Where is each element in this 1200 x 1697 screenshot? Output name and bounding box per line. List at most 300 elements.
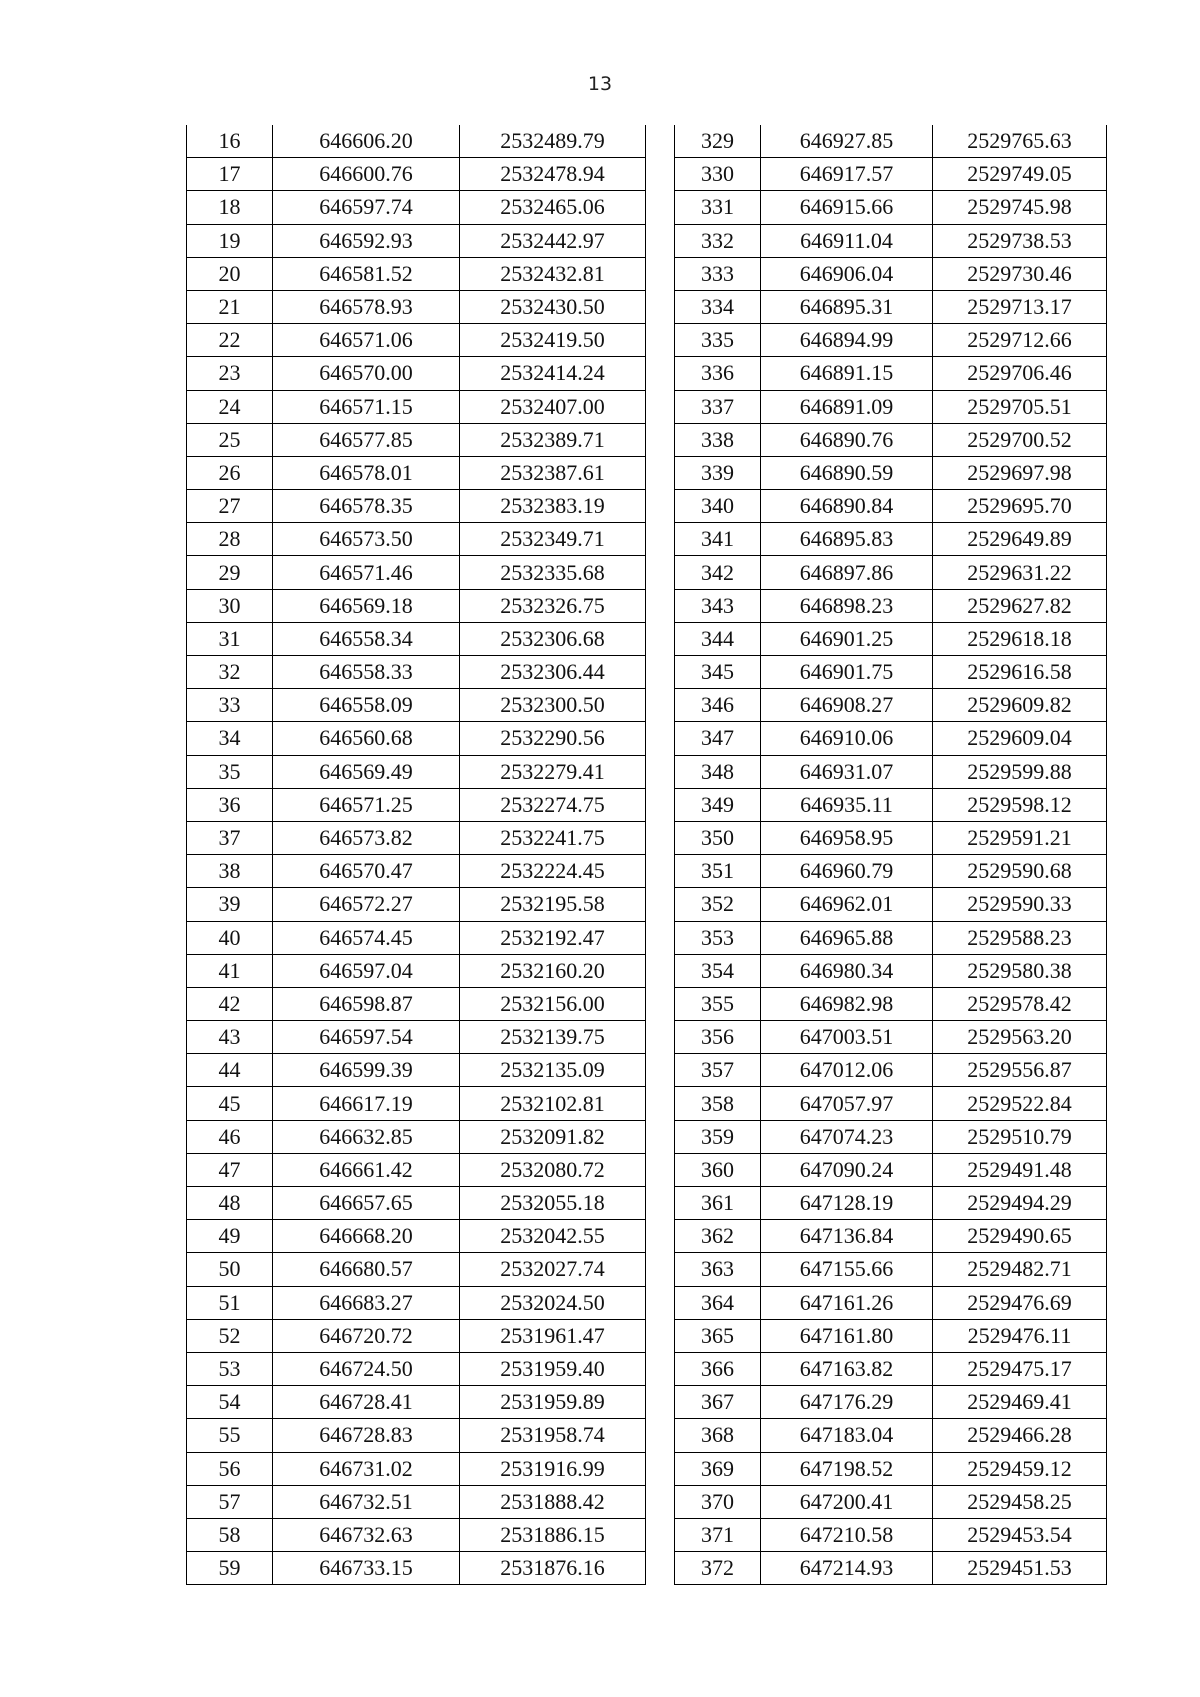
x-coordinate-cell: 646901.75 (761, 656, 933, 689)
x-coordinate-cell: 646960.79 (761, 855, 933, 888)
point-number-cell: 34 (187, 722, 273, 755)
y-coordinate-cell: 2532279.41 (460, 755, 646, 788)
table-row (187, 1253, 646, 1286)
point-number-cell: 331 (675, 191, 761, 224)
y-coordinate-cell: 2529459.12 (933, 1452, 1107, 1485)
y-coordinate-cell: 2529627.82 (933, 589, 1107, 622)
table-row (187, 1153, 646, 1186)
table-row (187, 1352, 646, 1385)
point-number-cell: 350 (675, 821, 761, 854)
table-row (675, 821, 1107, 854)
table-row (187, 1087, 646, 1120)
table-row (675, 622, 1107, 655)
point-number-cell: 52 (187, 1319, 273, 1352)
x-coordinate-cell: 646890.59 (761, 456, 933, 489)
point-number-cell: 330 (675, 158, 761, 191)
point-number-cell: 344 (675, 622, 761, 655)
table-row (675, 1253, 1107, 1286)
table-row (187, 755, 646, 788)
y-coordinate-cell: 2531959.89 (460, 1386, 646, 1419)
y-coordinate-cell: 2532489.79 (460, 125, 646, 158)
point-number-cell: 369 (675, 1452, 761, 1485)
x-coordinate-cell: 646661.42 (273, 1153, 460, 1186)
table-row (675, 656, 1107, 689)
y-coordinate-cell: 2532465.06 (460, 191, 646, 224)
x-coordinate-cell: 646617.19 (273, 1087, 460, 1120)
point-number-cell: 366 (675, 1352, 761, 1385)
x-coordinate-cell: 646571.06 (273, 324, 460, 357)
table-row (187, 1485, 646, 1518)
y-coordinate-cell: 2529599.88 (933, 755, 1107, 788)
y-coordinate-cell: 2532055.18 (460, 1187, 646, 1220)
y-coordinate-cell: 2529588.23 (933, 921, 1107, 954)
point-number-cell: 368 (675, 1419, 761, 1452)
x-coordinate-cell: 647128.19 (761, 1187, 933, 1220)
table-row (187, 1552, 646, 1585)
point-number-cell: 24 (187, 390, 273, 423)
table-row (187, 589, 646, 622)
y-coordinate-cell: 2529469.41 (933, 1386, 1107, 1419)
y-coordinate-cell: 2529491.48 (933, 1153, 1107, 1186)
table-row (187, 490, 646, 523)
x-coordinate-cell: 646570.47 (273, 855, 460, 888)
x-coordinate-cell: 646980.34 (761, 954, 933, 987)
y-coordinate-cell: 2529618.18 (933, 622, 1107, 655)
point-number-cell: 370 (675, 1485, 761, 1518)
table-row (187, 1452, 646, 1485)
x-coordinate-cell: 646982.98 (761, 987, 933, 1020)
table-row (675, 523, 1107, 556)
point-number-cell: 362 (675, 1220, 761, 1253)
x-coordinate-cell: 647136.84 (761, 1220, 933, 1253)
point-number-cell: 43 (187, 1021, 273, 1054)
point-number-cell: 352 (675, 888, 761, 921)
y-coordinate-cell: 2529522.84 (933, 1087, 1107, 1120)
x-coordinate-cell: 647214.93 (761, 1552, 933, 1585)
y-coordinate-cell: 2532335.68 (460, 556, 646, 589)
y-coordinate-cell: 2529590.68 (933, 855, 1107, 888)
y-coordinate-cell: 2532042.55 (460, 1220, 646, 1253)
y-coordinate-cell: 2532414.24 (460, 357, 646, 390)
y-coordinate-cell: 2532274.75 (460, 788, 646, 821)
coordinate-table-right-body (675, 125, 1107, 1585)
x-coordinate-cell: 646558.34 (273, 622, 460, 655)
y-coordinate-cell: 2529494.29 (933, 1187, 1107, 1220)
table-row (675, 888, 1107, 921)
y-coordinate-cell: 2529458.25 (933, 1485, 1107, 1518)
y-coordinate-cell: 2529590.33 (933, 888, 1107, 921)
point-number-cell: 41 (187, 954, 273, 987)
point-number-cell: 17 (187, 158, 273, 191)
x-coordinate-cell: 647057.97 (761, 1087, 933, 1120)
y-coordinate-cell: 2532387.61 (460, 456, 646, 489)
y-coordinate-cell: 2529631.22 (933, 556, 1107, 589)
y-coordinate-cell: 2532419.50 (460, 324, 646, 357)
y-coordinate-cell: 2532306.68 (460, 622, 646, 655)
y-coordinate-cell: 2532027.74 (460, 1253, 646, 1286)
point-number-cell: 356 (675, 1021, 761, 1054)
y-coordinate-cell: 2529609.82 (933, 689, 1107, 722)
table-row (187, 257, 646, 290)
y-coordinate-cell: 2529580.38 (933, 954, 1107, 987)
point-number-cell: 348 (675, 755, 761, 788)
table-row (187, 622, 646, 655)
table-row (675, 390, 1107, 423)
x-coordinate-cell: 647183.04 (761, 1419, 933, 1452)
point-number-cell: 16 (187, 125, 273, 158)
y-coordinate-cell: 2529745.98 (933, 191, 1107, 224)
point-number-cell: 56 (187, 1452, 273, 1485)
y-coordinate-cell: 2531959.40 (460, 1352, 646, 1385)
x-coordinate-cell: 646898.23 (761, 589, 933, 622)
x-coordinate-cell: 646891.15 (761, 357, 933, 390)
x-coordinate-cell: 646597.74 (273, 191, 460, 224)
point-number-cell: 47 (187, 1153, 273, 1186)
point-number-cell: 341 (675, 523, 761, 556)
y-coordinate-cell: 2532300.50 (460, 689, 646, 722)
table-row (187, 556, 646, 589)
table-row (187, 1220, 646, 1253)
table-row (675, 1352, 1107, 1385)
y-coordinate-cell: 2532192.47 (460, 921, 646, 954)
table-row (675, 788, 1107, 821)
point-number-cell: 31 (187, 622, 273, 655)
point-number-cell: 23 (187, 357, 273, 390)
x-coordinate-cell: 646668.20 (273, 1220, 460, 1253)
x-coordinate-cell: 647210.58 (761, 1518, 933, 1551)
point-number-cell: 57 (187, 1485, 273, 1518)
point-number-cell: 336 (675, 357, 761, 390)
table-row (675, 1220, 1107, 1253)
y-coordinate-cell: 2532306.44 (460, 656, 646, 689)
x-coordinate-cell: 646728.83 (273, 1419, 460, 1452)
table-row (675, 290, 1107, 323)
y-coordinate-cell: 2529475.17 (933, 1352, 1107, 1385)
x-coordinate-cell: 646733.15 (273, 1552, 460, 1585)
y-coordinate-cell: 2531888.42 (460, 1485, 646, 1518)
page-number: 13 (587, 73, 613, 95)
table-row (675, 1087, 1107, 1120)
point-number-cell: 357 (675, 1054, 761, 1087)
x-coordinate-cell: 646597.54 (273, 1021, 460, 1054)
x-coordinate-cell: 647163.82 (761, 1352, 933, 1385)
y-coordinate-cell: 2529609.04 (933, 722, 1107, 755)
point-number-cell: 21 (187, 290, 273, 323)
point-number-cell: 39 (187, 888, 273, 921)
y-coordinate-cell: 2529616.58 (933, 656, 1107, 689)
point-number-cell: 28 (187, 523, 273, 556)
x-coordinate-cell: 646599.39 (273, 1054, 460, 1087)
table-row (187, 888, 646, 921)
y-coordinate-cell: 2532430.50 (460, 290, 646, 323)
table-row (187, 191, 646, 224)
x-coordinate-cell: 647074.23 (761, 1120, 933, 1153)
y-coordinate-cell: 2532442.97 (460, 224, 646, 257)
point-number-cell: 358 (675, 1087, 761, 1120)
point-number-cell: 33 (187, 689, 273, 722)
x-coordinate-cell: 646890.76 (761, 423, 933, 456)
point-number-cell: 18 (187, 191, 273, 224)
table-row (675, 125, 1107, 158)
point-number-cell: 337 (675, 390, 761, 423)
table-row (187, 821, 646, 854)
point-number-cell: 25 (187, 423, 273, 456)
table-row (187, 158, 646, 191)
y-coordinate-cell: 2532195.58 (460, 888, 646, 921)
y-coordinate-cell: 2529749.05 (933, 158, 1107, 191)
x-coordinate-cell: 646720.72 (273, 1319, 460, 1352)
point-number-cell: 343 (675, 589, 761, 622)
point-number-cell: 26 (187, 456, 273, 489)
table-row (187, 1518, 646, 1551)
table-row (675, 1187, 1107, 1220)
point-number-cell: 347 (675, 722, 761, 755)
table-row (675, 954, 1107, 987)
table-row (187, 722, 646, 755)
y-coordinate-cell: 2529563.20 (933, 1021, 1107, 1054)
table-row (675, 1552, 1107, 1585)
table-row (675, 1286, 1107, 1319)
point-number-cell: 29 (187, 556, 273, 589)
x-coordinate-cell: 646683.27 (273, 1286, 460, 1319)
y-coordinate-cell: 2532432.81 (460, 257, 646, 290)
point-number-cell: 355 (675, 987, 761, 1020)
x-coordinate-cell: 646915.66 (761, 191, 933, 224)
x-coordinate-cell: 646917.57 (761, 158, 933, 191)
point-number-cell: 37 (187, 821, 273, 854)
x-coordinate-cell: 646578.35 (273, 490, 460, 523)
table-row (675, 423, 1107, 456)
y-coordinate-cell: 2532389.71 (460, 423, 646, 456)
table-row (675, 1021, 1107, 1054)
point-number-cell: 372 (675, 1552, 761, 1585)
x-coordinate-cell: 646908.27 (761, 689, 933, 722)
x-coordinate-cell: 646895.83 (761, 523, 933, 556)
table-row (675, 1120, 1107, 1153)
table-row (187, 921, 646, 954)
table-row (675, 1386, 1107, 1419)
point-number-cell: 363 (675, 1253, 761, 1286)
x-coordinate-cell: 646558.09 (273, 689, 460, 722)
point-number-cell: 361 (675, 1187, 761, 1220)
coordinate-table-left (186, 125, 646, 1585)
y-coordinate-cell: 2529765.63 (933, 125, 1107, 158)
x-coordinate-cell: 646732.51 (273, 1485, 460, 1518)
table-row (187, 987, 646, 1020)
point-number-cell: 365 (675, 1319, 761, 1352)
table-row (675, 556, 1107, 589)
y-coordinate-cell: 2532080.72 (460, 1153, 646, 1186)
point-number-cell: 332 (675, 224, 761, 257)
y-coordinate-cell: 2529697.98 (933, 456, 1107, 489)
x-coordinate-cell: 646571.46 (273, 556, 460, 589)
y-coordinate-cell: 2529466.28 (933, 1419, 1107, 1452)
y-coordinate-cell: 2529730.46 (933, 257, 1107, 290)
x-coordinate-cell: 646935.11 (761, 788, 933, 821)
y-coordinate-cell: 2531958.74 (460, 1419, 646, 1452)
y-coordinate-cell: 2529695.70 (933, 490, 1107, 523)
point-number-cell: 346 (675, 689, 761, 722)
point-number-cell: 349 (675, 788, 761, 821)
point-number-cell: 45 (187, 1087, 273, 1120)
x-coordinate-cell: 646732.63 (273, 1518, 460, 1551)
y-coordinate-cell: 2529482.71 (933, 1253, 1107, 1286)
y-coordinate-cell: 2529738.53 (933, 224, 1107, 257)
table-row (187, 456, 646, 489)
table-row (675, 191, 1107, 224)
table-row (187, 1386, 646, 1419)
point-number-cell: 338 (675, 423, 761, 456)
point-number-cell: 20 (187, 257, 273, 290)
x-coordinate-cell: 647176.29 (761, 1386, 933, 1419)
x-coordinate-cell: 647198.52 (761, 1452, 933, 1485)
table-row (675, 1054, 1107, 1087)
y-coordinate-cell: 2529700.52 (933, 423, 1107, 456)
point-number-cell: 27 (187, 490, 273, 523)
table-row (187, 1187, 646, 1220)
table-row (675, 224, 1107, 257)
x-coordinate-cell: 646560.68 (273, 722, 460, 755)
point-number-cell: 329 (675, 125, 761, 158)
point-number-cell: 334 (675, 290, 761, 323)
table-row (187, 523, 646, 556)
x-coordinate-cell: 646965.88 (761, 921, 933, 954)
x-coordinate-cell: 647161.26 (761, 1286, 933, 1319)
y-coordinate-cell: 2532478.94 (460, 158, 646, 191)
y-coordinate-cell: 2532091.82 (460, 1120, 646, 1153)
y-coordinate-cell: 2529713.17 (933, 290, 1107, 323)
y-coordinate-cell: 2531886.15 (460, 1518, 646, 1551)
x-coordinate-cell: 646897.86 (761, 556, 933, 589)
x-coordinate-cell: 646958.95 (761, 821, 933, 854)
table-row (675, 1518, 1107, 1551)
point-number-cell: 30 (187, 589, 273, 622)
table-row (675, 1153, 1107, 1186)
x-coordinate-cell: 646895.31 (761, 290, 933, 323)
x-coordinate-cell: 646606.20 (273, 125, 460, 158)
x-coordinate-cell: 646572.27 (273, 888, 460, 921)
x-coordinate-cell: 646597.04 (273, 954, 460, 987)
x-coordinate-cell: 646581.52 (273, 257, 460, 290)
point-number-cell: 53 (187, 1352, 273, 1385)
point-number-cell: 40 (187, 921, 273, 954)
table-row (675, 987, 1107, 1020)
y-coordinate-cell: 2532383.19 (460, 490, 646, 523)
point-number-cell: 49 (187, 1220, 273, 1253)
table-row (187, 1419, 646, 1452)
point-number-cell: 36 (187, 788, 273, 821)
table-row (187, 324, 646, 357)
point-number-cell: 38 (187, 855, 273, 888)
table-row (187, 125, 646, 158)
point-number-cell: 339 (675, 456, 761, 489)
y-coordinate-cell: 2532160.20 (460, 954, 646, 987)
y-coordinate-cell: 2529598.12 (933, 788, 1107, 821)
table-row (675, 722, 1107, 755)
y-coordinate-cell: 2532139.75 (460, 1021, 646, 1054)
table-row (675, 921, 1107, 954)
x-coordinate-cell: 646569.18 (273, 589, 460, 622)
table-row (675, 456, 1107, 489)
table-row (675, 324, 1107, 357)
y-coordinate-cell: 2531876.16 (460, 1552, 646, 1585)
x-coordinate-cell: 646901.25 (761, 622, 933, 655)
table-row (187, 390, 646, 423)
point-number-cell: 367 (675, 1386, 761, 1419)
y-coordinate-cell: 2529649.89 (933, 523, 1107, 556)
x-coordinate-cell: 646894.99 (761, 324, 933, 357)
x-coordinate-cell: 646571.15 (273, 390, 460, 423)
table-row (675, 1319, 1107, 1352)
x-coordinate-cell: 646578.01 (273, 456, 460, 489)
point-number-cell: 360 (675, 1153, 761, 1186)
x-coordinate-cell: 647003.51 (761, 1021, 933, 1054)
x-coordinate-cell: 646574.45 (273, 921, 460, 954)
table-row (187, 1286, 646, 1319)
y-coordinate-cell: 2532135.09 (460, 1054, 646, 1087)
table-row (187, 1120, 646, 1153)
x-coordinate-cell: 646724.50 (273, 1352, 460, 1385)
x-coordinate-cell: 646571.25 (273, 788, 460, 821)
table-row (675, 257, 1107, 290)
y-coordinate-cell: 2532156.00 (460, 987, 646, 1020)
point-number-cell: 342 (675, 556, 761, 589)
point-number-cell: 353 (675, 921, 761, 954)
point-number-cell: 46 (187, 1120, 273, 1153)
x-coordinate-cell: 646570.00 (273, 357, 460, 390)
table-row (187, 788, 646, 821)
point-number-cell: 51 (187, 1286, 273, 1319)
y-coordinate-cell: 2529476.11 (933, 1319, 1107, 1352)
x-coordinate-cell: 646558.33 (273, 656, 460, 689)
x-coordinate-cell: 646600.76 (273, 158, 460, 191)
table-row (675, 755, 1107, 788)
x-coordinate-cell: 646680.57 (273, 1253, 460, 1286)
table-row (675, 855, 1107, 888)
point-number-cell: 32 (187, 656, 273, 689)
point-number-cell: 345 (675, 656, 761, 689)
x-coordinate-cell: 646728.41 (273, 1386, 460, 1419)
x-coordinate-cell: 646890.84 (761, 490, 933, 523)
table-row (187, 357, 646, 390)
y-coordinate-cell: 2532224.45 (460, 855, 646, 888)
x-coordinate-cell: 646632.85 (273, 1120, 460, 1153)
table-row (675, 1419, 1107, 1452)
x-coordinate-cell: 646657.65 (273, 1187, 460, 1220)
x-coordinate-cell: 647155.66 (761, 1253, 933, 1286)
table-row (675, 589, 1107, 622)
table-row (187, 656, 646, 689)
table-row (187, 1319, 646, 1352)
table-row (675, 158, 1107, 191)
table-row (187, 224, 646, 257)
x-coordinate-cell: 647161.80 (761, 1319, 933, 1352)
table-row (187, 954, 646, 987)
y-coordinate-cell: 2529712.66 (933, 324, 1107, 357)
coordinate-table-left-body (187, 125, 646, 1585)
x-coordinate-cell: 646573.82 (273, 821, 460, 854)
y-coordinate-cell: 2529451.53 (933, 1552, 1107, 1585)
y-coordinate-cell: 2532102.81 (460, 1087, 646, 1120)
x-coordinate-cell: 646910.06 (761, 722, 933, 755)
table-row (187, 1021, 646, 1054)
table-row (675, 357, 1107, 390)
point-number-cell: 333 (675, 257, 761, 290)
x-coordinate-cell: 647200.41 (761, 1485, 933, 1518)
point-number-cell: 44 (187, 1054, 273, 1087)
point-number-cell: 35 (187, 755, 273, 788)
x-coordinate-cell: 646927.85 (761, 125, 933, 158)
